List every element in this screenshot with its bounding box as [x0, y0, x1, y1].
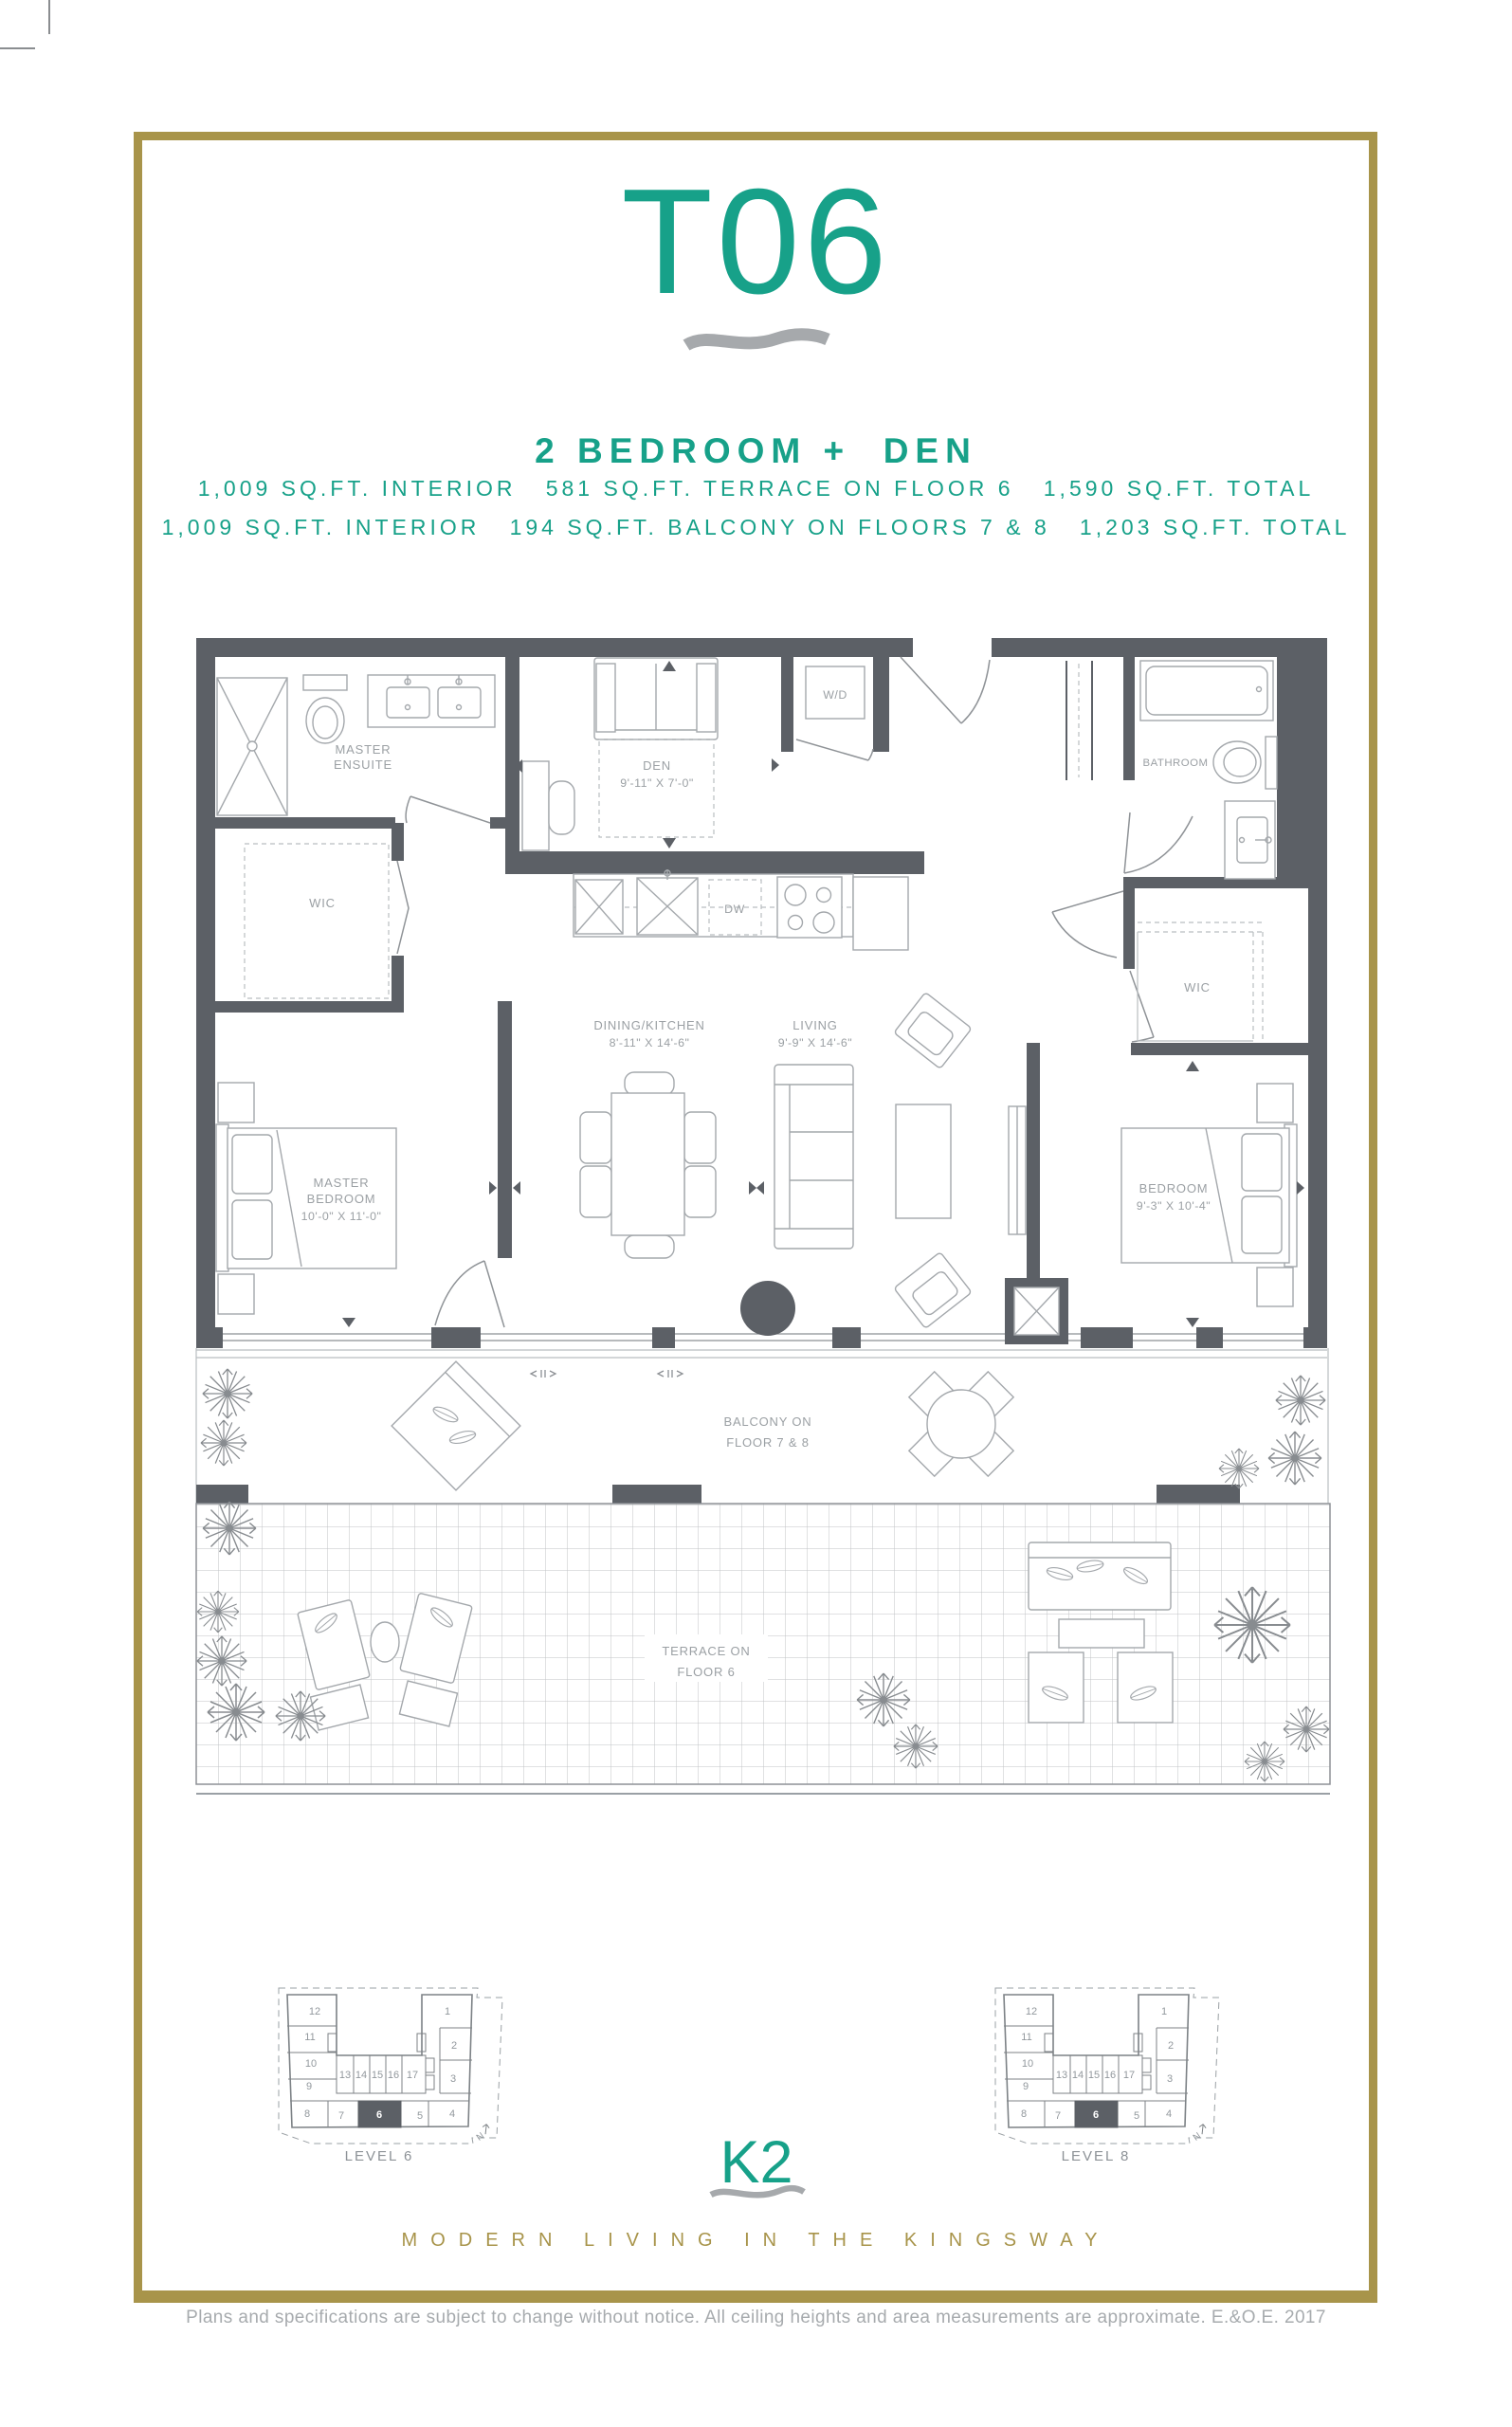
keyplan-unit-5: 5: [1133, 2110, 1140, 2122]
dining-dims: 8'-11" X 14'-6": [609, 1036, 690, 1049]
keyplan-unit-8: 8: [303, 2108, 311, 2120]
disclaimer: Plans and specifications are subject to change without notice. All ceiling heights and area measurements are approximate. E.&O.E. 2017: [186, 2308, 1326, 2327]
keyplan-unit-10: 10: [1021, 2058, 1034, 2070]
level6-label: LEVEL 6: [344, 2148, 414, 2164]
master-bedroom-label-1: MASTER: [313, 1176, 370, 1190]
keyplan-unit-14: 14: [1071, 2070, 1084, 2081]
den-furniture: [522, 658, 718, 850]
page-title: T06: [621, 158, 891, 325]
keyplan-unit-5: 5: [416, 2110, 424, 2122]
spec-line-floor6: 1,009 SQ.FT. INTERIOR 581 SQ.FT. TERRACE ON FLOOR 6 1,590 SQ.FT. TOTAL: [197, 476, 1315, 501]
north-arrow-icon: [1191, 2125, 1211, 2144]
balcony-furniture: [392, 1345, 1040, 1504]
bathroom-label: BATHROOM: [1142, 757, 1209, 769]
living-label: LIVING: [792, 1018, 838, 1032]
balcony-label-2: FLOOR 7 & 8: [726, 1435, 810, 1450]
dw-label: DW: [724, 903, 745, 916]
keyplan-unit-15: 15: [371, 2070, 384, 2081]
keyplan-unit-7: 7: [1054, 2110, 1062, 2122]
level8-label: LEVEL 8: [1061, 2148, 1131, 2164]
keyplan-unit-13: 13: [1055, 2070, 1068, 2081]
elevator-shaft: [1005, 1278, 1068, 1344]
wic-closet-outline: [245, 844, 389, 998]
master-ensuite-label-2: ENSUITE: [334, 757, 392, 772]
keyplan-unit-13: 13: [338, 2070, 352, 2081]
crop-mark-horizontal: [0, 47, 35, 49]
spec-line-floors7-8: 1,009 SQ.FT. INTERIOR 194 SQ.FT. BALCONY ON FLOORS 7 & 8 1,203 SQ.FT. TOTAL: [161, 515, 1351, 539]
keyplan-level6: [275, 1984, 512, 2174]
tagline: MODERN LIVING IN THE KINGSWAY: [401, 2230, 1111, 2251]
keyplan-unit-6: 6: [1092, 2109, 1100, 2121]
keyplan-unit-11: 11: [1021, 2032, 1032, 2043]
keyplan-unit-17: 17: [406, 2070, 419, 2081]
keyplan-unit-7: 7: [337, 2110, 345, 2122]
bedroom-dims: 9'-3" X 10'-4": [1136, 1199, 1211, 1213]
k2-logo-text: K2: [720, 2129, 793, 2196]
keyplan-unit-1: 1: [1160, 2006, 1168, 2017]
k2-logo: [692, 2126, 821, 2207]
keyplan-unit-14: 14: [355, 2070, 368, 2081]
keyplan-unit-1: 1: [444, 2006, 451, 2017]
master-ensuite-label-1: MASTER: [335, 742, 392, 757]
keyplan-unit-3: 3: [449, 2073, 457, 2085]
keyplan-unit-9: 9: [1022, 2081, 1029, 2092]
den-label: DEN: [643, 758, 671, 773]
dining-label: DINING/KITCHEN: [593, 1018, 705, 1032]
wic-label: WIC: [309, 896, 336, 910]
keyplan-unit-9: 9: [305, 2081, 313, 2092]
keyplan-unit-4: 4: [1165, 2108, 1173, 2120]
keyplan-unit-4: 4: [448, 2108, 456, 2120]
keyplan-unit-16: 16: [1103, 2070, 1117, 2081]
master-bedroom-dims: 10'-0" X 11'-0": [301, 1210, 382, 1223]
wic2-label: WIC: [1184, 980, 1211, 995]
floor-plan: [190, 621, 1346, 1806]
title-wave-icon: [681, 326, 832, 355]
keyplan-unit-2: 2: [1167, 2040, 1175, 2052]
svg-text:N: N: [474, 2130, 486, 2144]
svg-text:N: N: [1191, 2130, 1203, 2144]
balcony-label-1: BALCONY ON: [723, 1414, 812, 1429]
keyplan-unit-10: 10: [304, 2058, 318, 2070]
terrace-label-2: FLOOR 6: [677, 1665, 736, 1679]
bedroom-label: BEDROOM: [1139, 1181, 1209, 1195]
slider-arrows: [531, 1370, 683, 1378]
unit-type-heading: 2 BEDROOM + DEN: [535, 431, 977, 470]
crop-mark-vertical: [48, 0, 50, 34]
den-dims: 9'-11" X 7'-0": [620, 776, 694, 790]
foyer-closet: [1066, 661, 1092, 780]
keyplan-unit-17: 17: [1122, 2070, 1136, 2081]
dining-furniture: [580, 1072, 716, 1258]
keyplan-level8: [992, 1984, 1229, 2174]
keyplan-unit-12: 12: [308, 2006, 321, 2017]
terrace-label-1: TERRACE ON: [662, 1644, 751, 1658]
keyplan-unit-11: 11: [304, 2032, 316, 2043]
keyplan-unit-6: 6: [375, 2109, 383, 2121]
living-dims: 9'-9" X 14'-6": [777, 1036, 853, 1049]
keyplan-unit-3: 3: [1166, 2073, 1174, 2085]
planter-walls: [196, 1485, 1240, 1504]
north-arrow-icon: [474, 2125, 494, 2144]
keyplan-unit-8: 8: [1020, 2108, 1028, 2120]
keyplan-unit-16: 16: [387, 2070, 400, 2081]
keyplan-unit-15: 15: [1087, 2070, 1101, 2081]
master-bedroom-label-2: BEDROOM: [306, 1192, 376, 1206]
bathroom-fixtures: [1140, 661, 1277, 879]
wd-label: W/D: [823, 688, 847, 702]
keyplan-unit-2: 2: [450, 2040, 458, 2052]
keyplan-unit-12: 12: [1025, 2006, 1038, 2017]
structural-column: [740, 1281, 795, 1336]
